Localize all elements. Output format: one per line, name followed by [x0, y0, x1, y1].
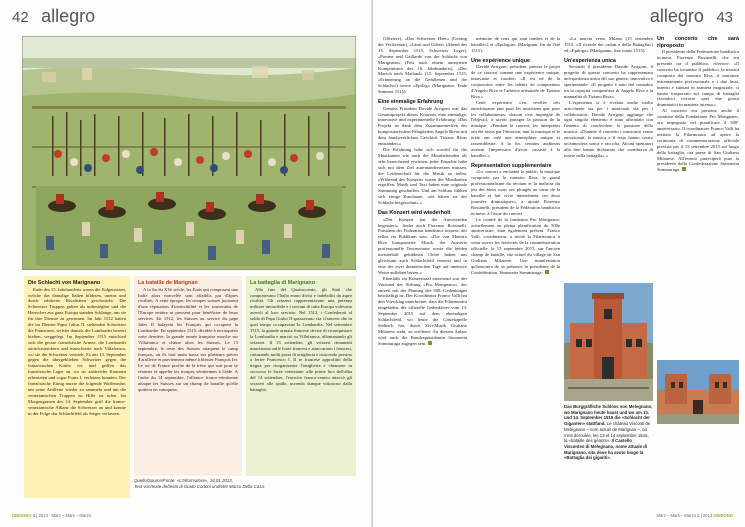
- castle-photo-main: [564, 283, 653, 401]
- castle-photo-secondary: [657, 360, 739, 424]
- rc1-wiederholt-p2-text: Ebenfalls im Konzertsaal anwesend war der Vorstand der Stiftung «Pro Marignano», der zurzeit mit der Planung des 500. Gedenktages beschäftigt ist. Der Koordinator Franco Valli hat den Vorschlag unterbreitet, dass die Filarmonica eingeladen, die offizielle Gedenkfeier vom 13. September 2015 auf dem ehemaligen Schlachtfeld, wo heute die Gästekapelle Stehtsch hat, durch Zivi-Musik Giuliano Milanese steht, zu eröffnen. An diesem Anlass wird auch die Bundespräsidentin Simonetta Sommaruga zugegen sein.: [378, 275, 467, 346]
- rc2-supp-p2-text: Le comité de la fondation Pro Marignano, actuellement en pleine planification du 500e anniversaire, était également présent. Franco Valli, coordinateur, a invité la Filarmonica à venir ouvrir les festivités de la commémoration officielle, le 13 septembre 2015, sur l'ancien champ de bataille, site actuel du village de San Giuliano Milanese. Une manifestation qu'honorera de sa présence la présidente de la Confédération, Simonetta Sommaruga.: [471, 216, 560, 275]
- header-word-right: allegro: [649, 6, 704, 26]
- rc1-wiederholt-p1: «Das Konzert hat die Anwesenden begeistert», findet auch Fiorenzo Rossinelli, Präsident der Föderation bandistica ticinese, der selbst im Publikum sass: «Die von Maestro Riva komponierte Musik, der Ausserte professionelle Textrezitator sowie die beiden meisterhaft gebildeten Chöre haben uns gleichsam auch Schlachtfeld versetzt und in eine der zwei dramatischen Tage auf intensive Weise aufleben lassen.»: [378, 216, 467, 275]
- rc1-heading-wiederholt: Das Konzert wird wiederholt: [378, 210, 451, 217]
- caption-italian: Il Castello Visconteo di Melegnano, nome attuale di Marignano, sita dove ha avuto luogo la «Battaglia dei giganti».: [564, 438, 648, 461]
- right-italian-column: [564, 36, 653, 280]
- rc2-heading-unique: Une expérience unique: [471, 57, 531, 64]
- right-page-footer: [657, 513, 734, 518]
- right-french-column: [471, 36, 560, 500]
- french-column-body: A la fin du XVe siècle, les Etats qui composent une Italie alors morcelée sont affaiblis par d'âpres rivalités. A cette époque, les troupes suisses jouissent d'une réputation d'invincibilité et les souverains de l'Europe entière se pressent pour bénéficier de leurs services. En 1512, les Suisses au service du pape Jules II balayent les Français qui occupent la Lombardie. En septembre 1515, décidée à reconquérir cette dernière, la grande armée française marche sur Villafranca et chasse alors les Suisses. Le 13 septembre, le reste des Suisses attaquent le camp français, où ils font main basse sur plusieurs pièces d'artillerie et parviennent même à blesser François Ier. Le roi de France profite de la trêve qui suit pour se réarmer et appeler les troupes vénitiennes à l'aide. A l'aube du 14 septembre, l'alliance franco-vénitienne attaque les Suisses sur un champ de bataille qu'elle quittera en vainqueur.: [138, 286, 238, 392]
- left-page-header: [12, 6, 95, 27]
- right-german-column: [378, 36, 467, 500]
- rc2-heading-supp: Représentation supplémentaire: [471, 162, 552, 169]
- rc3-unica-p1: Secondo il presidente Davide Arrigoni, il progetto di questo concerto ha rappresentato un'esperienza unica del suo genere, innovativa e sperimentale: «Il progetto è nato dal connubio tra la capacità compositiva di Angelo Riva e la manualità di Tiziano Riva».: [564, 64, 653, 99]
- castle-courtyard-illustration: [657, 360, 739, 424]
- credits-line-2: Text von/texte de/testo di Guido Codoni und/et/e Marco Della Casa.: [134, 484, 266, 489]
- header-word-left: allegro: [41, 6, 96, 26]
- caption-german: Das Burggräfliche Schloss von Melegnano, wo Marignano heute haust und wo am 13. und 14. September 1515 die «Schlacht der Giganten» stattfand.: [564, 404, 653, 427]
- rc2-supp-p2: [471, 217, 560, 276]
- footer-brand-left: UNISONO: [12, 513, 32, 518]
- french-column: [134, 276, 242, 476]
- german-column-body: Ende des 15. Jahrhunderts waren die Eidgenossen, welche das damalige Italien bildeten, uneins und durch erbitterte Rivalitäten geschwächt. Die Schweizer Truppen galten als unbesiegbar und die Herrscher aus ganz Europa standen Schlange, um sie für ihre Dienste zu gewinnen. Im Jahr 1512 hatten die im Dienste Papst Julius II. stehenden Schweizer die Franzosen, welche damals die Lombardei besetzt hielten, weggefegt. Im September 1515 entschied sich die grosse französische Armee, die Lombardei zurückzuerobern und marschierte nach Villafranca, wo sie die Schweizer vertrieb. Es am 13. September gegen die übergeblieben Schweizer gegen die französischen Kräfte vor und griffen das französische Lager an, wo sie zahlreiche Kanonen erbeuteten und sogar Franz I. verletzen konnten. Der französische König nutzte die folgende Waffenruhe, um seine Artillerie wieder zu sammeln und um die venezianischen Truppen zu Hilfe zu rufen. Im Morgengrauen des 14. September griff die franco-venezianische Allianz die Schweizer an und konnte in der Folge das Schlachtfeld als Sieger verlassen.: [28, 286, 126, 416]
- italian-column-body: Alla fine del Quattrocento, gli Stati che componevano l'Italia erano divisi e indeboliti da aspre rivalità. Gli svizzeri rappresentavano una potenza militare invincibile e i sovrani di tutta Europa volevano avervli al loro servizio. Nel 1512, i Confederati al soldo di Papa Giulio II spazzavano via i francesi che in quel tempo occupavano la Lombardia. Nel settembre 1515, la grande armata francese decise di riconquistare la Lombardia e marciò su Villafranca, allontanando gli svizzeri. Il 13 settembre, gli svizzeri rimanenti marciarono sulle forze francesi e attaccarono i francesi, catturando molti pezzi di artiglieria e riuscendo persino a ferire Francesco I. Il re francese approfittò della tregua per riorganizzare l'artiglieria e chiamare in soccorso le forze veneziane: alle prime luci dell'alba del 14 settembre, l'esercito franco-veneto attaccò gli svizzeri alle spalle, uscendo dunque vittorioso dalla battaglia.: [250, 286, 352, 392]
- battle-painting: [22, 36, 356, 270]
- square-end-mark-icon: [682, 167, 686, 171]
- rc1-intro: Offiziere), «Das Schweizer Heer» (Gesang der Verlorenen), «Lärm und Gebet» (Abend des 13. September 1515, Schweizer Lager), «Pavane und Gaillarde von der Schlacht von Marignano» (Fest nach einem anonymen Komponisten des 16. Jahrhunderts), «Der Marsch nach Mailand» (15. September 1515, «Erinnerung an die Gefallenen und die Schlacht») sowie «Epilog» (Marignano, Ende Sommer 1515).: [378, 36, 467, 95]
- footer-brand-right: UNISONO: [713, 513, 733, 518]
- rc1-einmalig-p2: Die Erfahrung habe sich sowohl für die Musikanten wie auch die Mitarbeitenden als sehr bereichernd erwiesen, jeder Einzelne habe sich mit dem Ziel auseinandersetzen müssen, die Leidenschaft für die Musik zu teilen. «Während des Konzerts waren die Musikanten ergriffen, Musik und Text haben eine originale Stimmung geschaffen. Und am Schluss fühlten sich einige Zuschauer, «als hätten sie der Schlacht beigewohnt».»: [378, 147, 467, 206]
- rc4-proposto-p1: Il presidente della Federazione bandistica ticinese, Fiorenzo Rossinelli, che era presente tra il pubblico, riferisce: «Il concerto ha incantato il pubblico, la musica composta dal maestro Riva, il narratore estremamente professionale e i due linai, inseriti e suonati in maniera magistrale, ci hanno trasportato sul campo di battaglia facendoci rivivere quei due giorni drammatici in maniera intensa.»: [657, 49, 739, 108]
- rc4-proposto-p2: [657, 108, 739, 173]
- battle-painting-illustration: [22, 36, 356, 270]
- italian-column: [246, 276, 356, 476]
- page-number-left: 42: [12, 9, 29, 26]
- rc4-proposto-p2-text: Al concerto era presente anche il comitato della Fondazione Pro Marignano, ora impegnato nel pianificare il 500° anniversario. Il coordinatore Franco Valli ha invitato la Filarmonica ad aprire la cerimonia di commemorazione ufficiale prevista per il 13 settembre 2015 sul luogo della battaglia, ora paese di San Giuliano Milanese. All'evento parteciperà pure la presidente della Confederazione Simonetta Sommaruga.: [657, 108, 739, 173]
- german-column-title: Die Schlacht von Marignano: [28, 280, 101, 286]
- rc1-heading-einmalig: Eine einmalige Erfahrung: [378, 99, 444, 106]
- rc1-wiederholt-p2: [378, 276, 467, 347]
- footer-text-left: 5 | 2013 · März – Mars – Marzo: [32, 513, 92, 518]
- footer-text-right: März – Mars – Marzo 5 | 2013: [656, 513, 713, 518]
- german-column: [24, 276, 130, 498]
- page-number-right: 43: [716, 9, 733, 26]
- rc3-unica-p2: L'esperienza si è rivelata anche molto arricchente sia per i musicanti sia per i collaboratori. Davide Arrigoni aggiunge che ogni singolo elemento è stato affrontato con l'intento di condividere la passione della musica. «Durante il concerto i musicanti erano emozionati, la musica e il testo hanno creato un'atmosfera unica e raccolta. Alcuni spettatori alla fine hanno dichiarato che «sembrava di essere nella battaglia».»: [564, 99, 653, 158]
- right-page-header: [650, 6, 733, 27]
- rc2-unique-p1: Davide Arrigoni, président, précise le projet de ce concert comme une expérience unique, innovante et insolite: «Il est né de la conjonction entre les talents de compositeur d'Angelo Riva et l'adresse artisanale de Tiziano Riva.»: [471, 64, 560, 99]
- photo-caption: [564, 404, 653, 461]
- rc4-heading-proposto: Un concerto che sarà riproposto: [657, 36, 739, 49]
- rc1-einmalig-p1: Gemäss Präsident Davide Arrigoni war das Gesamtprojekt dieses Konzerts eine einmalige, innovative und experimentelle Erfahrung: «Das Projekt ist dank dem Zusammentreffen der kompositorischen Fähigkeiten Angelo Rivas mit dem handwerklichen Geschick Tiziano Rivas entstanden.»: [378, 105, 467, 147]
- square-end-mark-icon: [545, 270, 549, 274]
- left-page-footer: [12, 513, 91, 518]
- rc2-supp-p1: «Le concert a enchanté le public; la musique composée par le maestro Riva, le grand professionnalisme du récitant et la maîtrise du jeu des bleus nous ont plongés au cœur de la bataille et fait vivre intensément ces deux journées dramatiques», a ajouté Fiorenzo Rossinelli, président de la Fédération bandistica ticinese, à l'issue du concert.: [471, 169, 560, 216]
- rc2-intro: mémoire de ceux qui sont tombés et de la bataille») et «Epilogue» (Marignan, fin de l'été 1515).: [471, 36, 560, 53]
- caption-french: Le château Visconti de Melegnano – nom actuel de Marignan –, où s'est déroulée, les 13 et 14 septembre 1515, la «bataille des géants».: [564, 421, 651, 444]
- rc3-intro: «La marcia verso Milano (15 settembre 1515, «Il ricordo dei caduti e della Battaglia») ed «Epilogo» (Marignano, fine estate 1515).: [564, 36, 653, 53]
- left-page: [0, 0, 372, 527]
- castle-tower-illustration: [564, 283, 653, 401]
- rc2-unique-p2: Cette expérience s'est révélée très enrichissante tant pour les musiciens que pour les collaborateurs: chacun s'est impregné de l'objectif, à savoir partager la passion de la musique. «Pendant le concert, les interprètes ont été saisis par l'émotion, tant la musique et le texte ont créé une atmosphère unique et rassembleuse. A la fin, certains auditeurs avaient l'impression d'avoir «assisté à la bataille».»: [471, 99, 560, 158]
- french-column-title: La bataille de Marignan: [138, 280, 198, 286]
- italian-column-title: La battaglia di Marignano: [250, 280, 315, 286]
- rc3-heading-unica: Un'esperienza unica: [564, 57, 616, 64]
- square-end-mark-icon: [428, 341, 432, 345]
- right-italian-column-cont: [657, 36, 739, 354]
- source-credits: [134, 478, 356, 490]
- credits-line-1: Quelle/Source/Fonte: «L'Informatore», 16.01.2013,: [134, 478, 233, 483]
